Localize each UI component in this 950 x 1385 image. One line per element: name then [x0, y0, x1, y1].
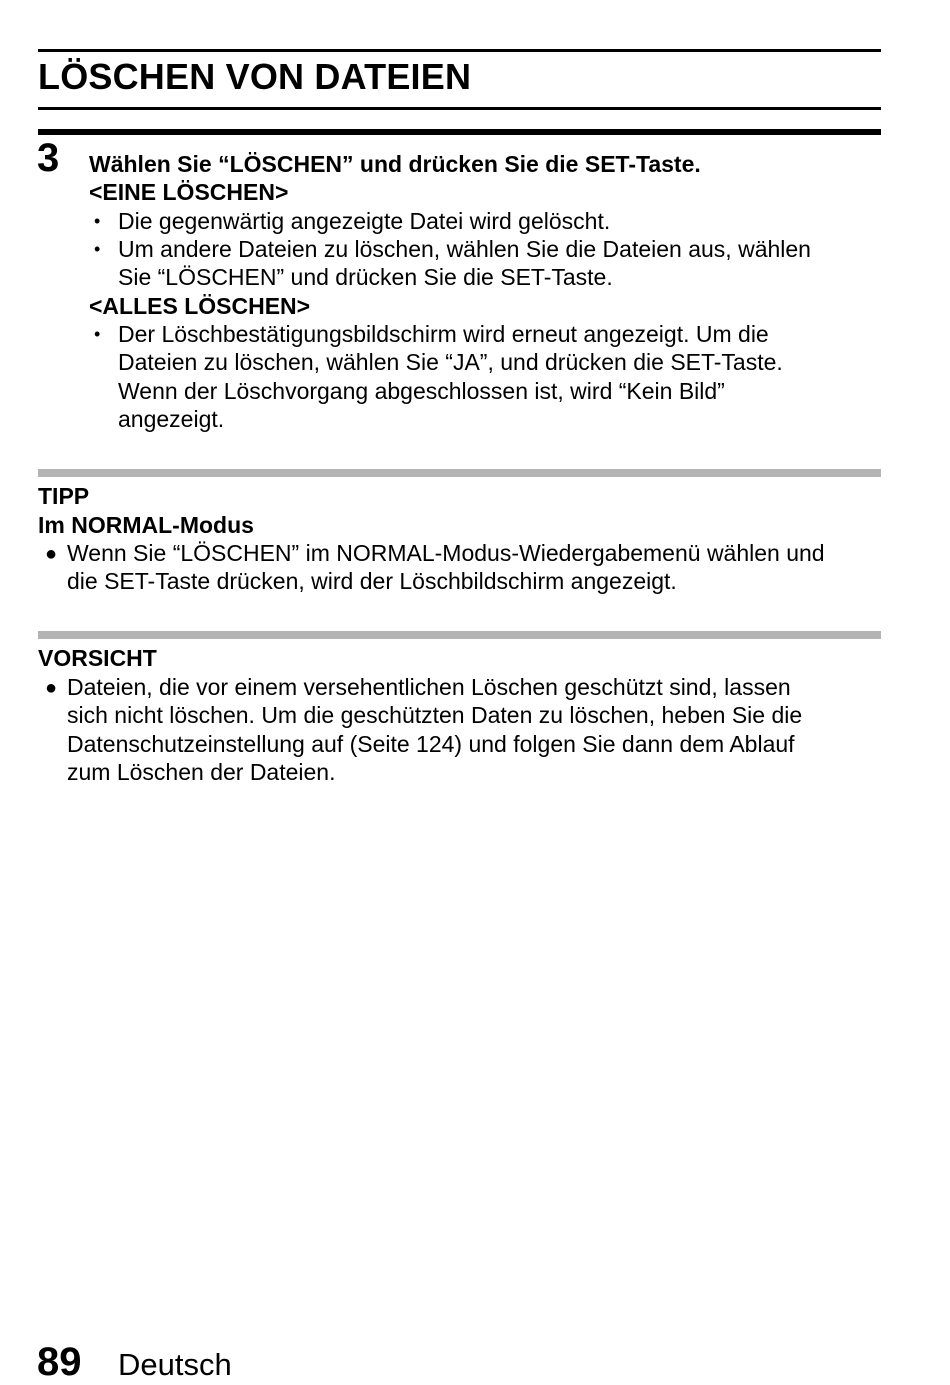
bullet-marker: ●: [45, 543, 58, 565]
bullet-marker: •: [94, 324, 101, 344]
eine-heading: <EINE LÖSCHEN>: [89, 179, 289, 205]
bullet-marker: ●: [45, 677, 58, 699]
alles-line-4: angezeigt.: [118, 406, 225, 432]
alles-heading: <ALLES LÖSCHEN>: [89, 293, 311, 319]
eine-bullet-2: Um andere Dateien zu löschen, wählen Sie die Dateien aus, wählen: [118, 236, 811, 262]
eine-bullet-2-cont: Sie “LÖSCHEN” und drücken Sie die SET-Taste.: [118, 264, 613, 290]
alles-line-3: Wenn der Löschvorgang abgeschlossen ist, wird “Kein Bild”: [118, 378, 725, 404]
title-underline: [38, 107, 881, 110]
tipp-line-1: Wenn Sie “LÖSCHEN” im NORMAL-Modus-Wiedergabemenü wählen und: [67, 540, 825, 566]
section-rule: [38, 129, 881, 135]
bullet-marker: •: [94, 239, 101, 259]
page-number: 89: [37, 1340, 82, 1384]
vorsicht-line-2: sich nicht löschen. Um die geschützten Daten zu löschen, heben Sie die: [67, 702, 803, 728]
page-title: LÖSCHEN VON DATEIEN: [38, 56, 472, 97]
top-rule: [38, 49, 881, 52]
alles-line-1: Der Löschbestätigungsbildschirm wird erneut angezeigt. Um die: [118, 321, 769, 347]
language-label: Deutsch: [118, 1347, 232, 1382]
vorsicht-rule: [38, 631, 881, 639]
vorsicht-line-3: Datenschutzeinstellung auf (Seite 124) und folgen Sie dann dem Ablauf: [67, 731, 795, 757]
tipp-subheading: Im NORMAL-Modus: [38, 512, 254, 538]
eine-bullet-1: Die gegenwärtig angezeigte Datei wird gelöscht.: [118, 208, 611, 234]
step-instruction: Wählen Sie “LÖSCHEN” und drücken Sie die SET-Taste.: [89, 151, 701, 177]
vorsicht-line-4: zum Löschen der Dateien.: [67, 759, 336, 785]
bullet-marker: •: [94, 211, 101, 231]
vorsicht-line-1: Dateien, die vor einem versehentlichen Löschen geschützt sind, lassen: [67, 674, 791, 700]
step-number: 3: [37, 136, 60, 180]
vorsicht-heading: VORSICHT: [38, 645, 157, 671]
tipp-line-2: die SET-Taste drücken, wird der Löschbildschirm angezeigt.: [67, 568, 677, 594]
tipp-heading: TIPP: [38, 483, 90, 509]
tipp-rule: [38, 469, 881, 477]
alles-line-2: Dateien zu löschen, wählen Sie “JA”, und drücken die SET-Taste.: [118, 349, 783, 375]
